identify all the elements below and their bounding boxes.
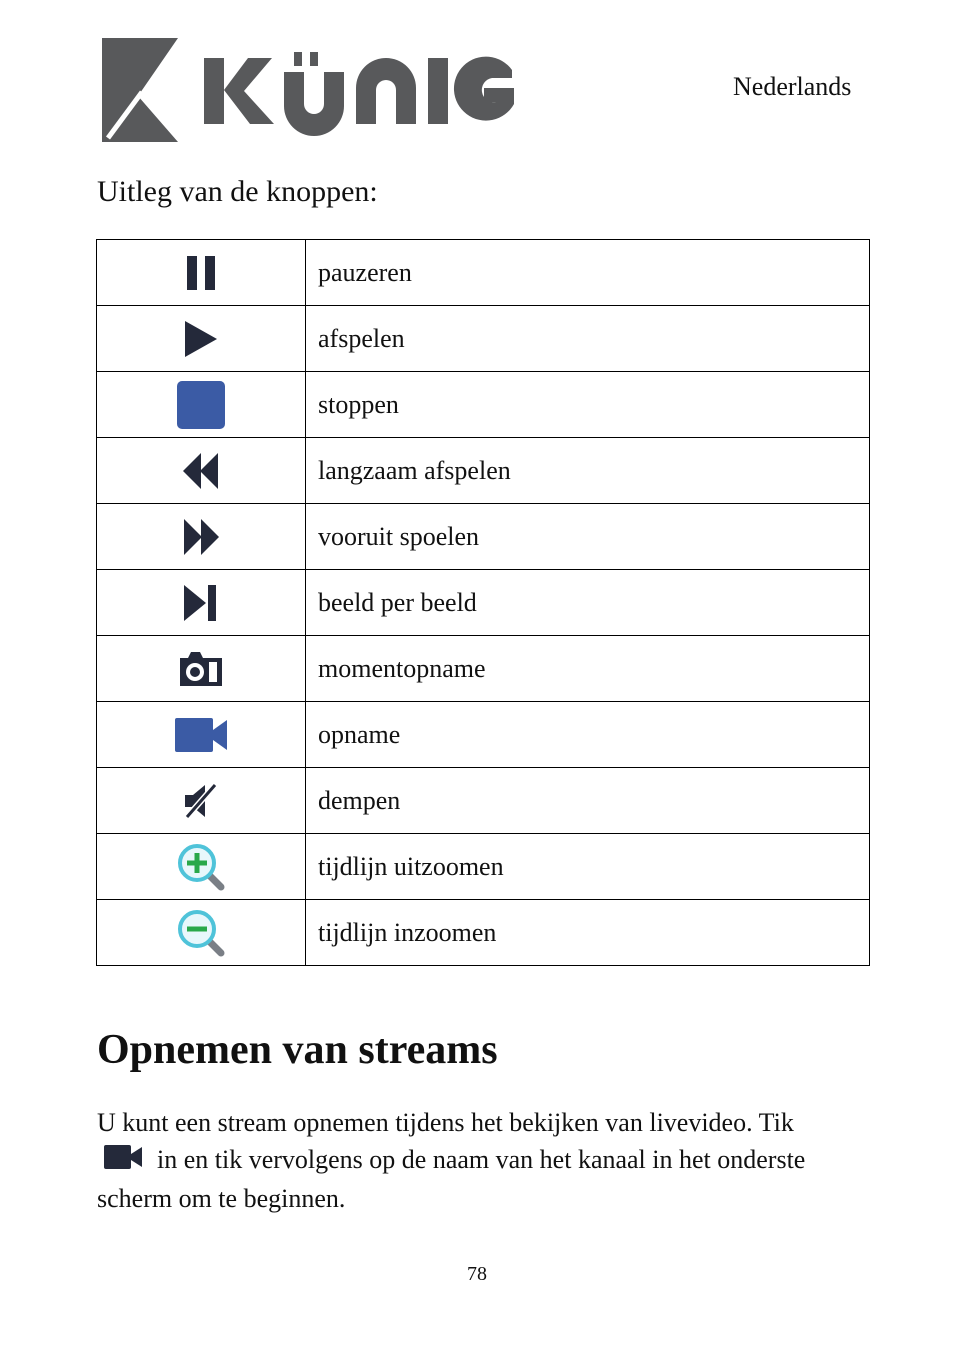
page-number: 78 [467,1263,487,1285]
table-row [97,834,870,900]
table-cell-label: opname [306,702,870,768]
paragraph-text-part1: U kunt een stream opnemen tijdens het bekijken van livevideo. Tik [97,1108,794,1137]
pause-icon [168,241,234,305]
fast-forward-icon [168,505,234,569]
table-row [97,768,870,834]
table-cell-label: tijdlijn uitzoomen [306,834,870,900]
rewind-icon [168,439,234,503]
section-title: Opnemen van streams [97,1027,498,1073]
table-cell-label: pauzeren [306,240,870,306]
table-cell-label: afspelen [306,306,870,372]
mute-icon [168,769,234,833]
table-cell-label: dempen [306,768,870,834]
table-cell-label: momentopname [306,636,870,702]
table-cell-label: tijdlijn inzoomen [306,900,870,966]
table-cell-label: beeld per beeld [306,570,870,636]
section-paragraph [97,1104,877,1217]
paragraph-text-part2: in en tik vervolgens op de naam van het kanaal in het onderste scherm om te beginnen. [97,1145,806,1213]
icon-cell [97,306,306,372]
table-cell-label: vooruit spoelen [306,504,870,570]
table-cell-label: stoppen [306,372,870,438]
icon-cell [97,702,306,768]
table-row [97,702,870,768]
play-icon [168,307,234,371]
table-row [97,636,870,702]
icon-cell [97,636,306,702]
table-row [97,504,870,570]
table-row [97,306,870,372]
zoom-in-icon [168,835,234,899]
buttons-table [96,239,870,966]
table-row [97,570,870,636]
video-camera-icon [168,703,234,767]
icon-cell [97,372,306,438]
icon-cell [97,768,306,834]
table-row [97,438,870,504]
icon-cell [97,438,306,504]
language-label: Nederlands [733,72,852,101]
icon-cell [97,504,306,570]
stop-icon [168,373,234,437]
table-cell-label: langzaam afspelen [306,438,870,504]
table-row [97,240,870,306]
video-camera-icon [103,1143,143,1180]
icon-cell [97,900,306,966]
buttons-explanation-heading: Uitleg van de knoppen: [97,175,378,208]
zoom-out-icon [168,901,234,965]
table-row [97,372,870,438]
icon-cell [97,240,306,306]
konig-logo [98,34,518,146]
konig-logo-graphic [98,34,518,146]
frame-step-icon [168,571,234,635]
icon-cell [97,570,306,636]
icon-cell [97,834,306,900]
camera-icon [168,637,234,701]
table-row [97,900,870,966]
